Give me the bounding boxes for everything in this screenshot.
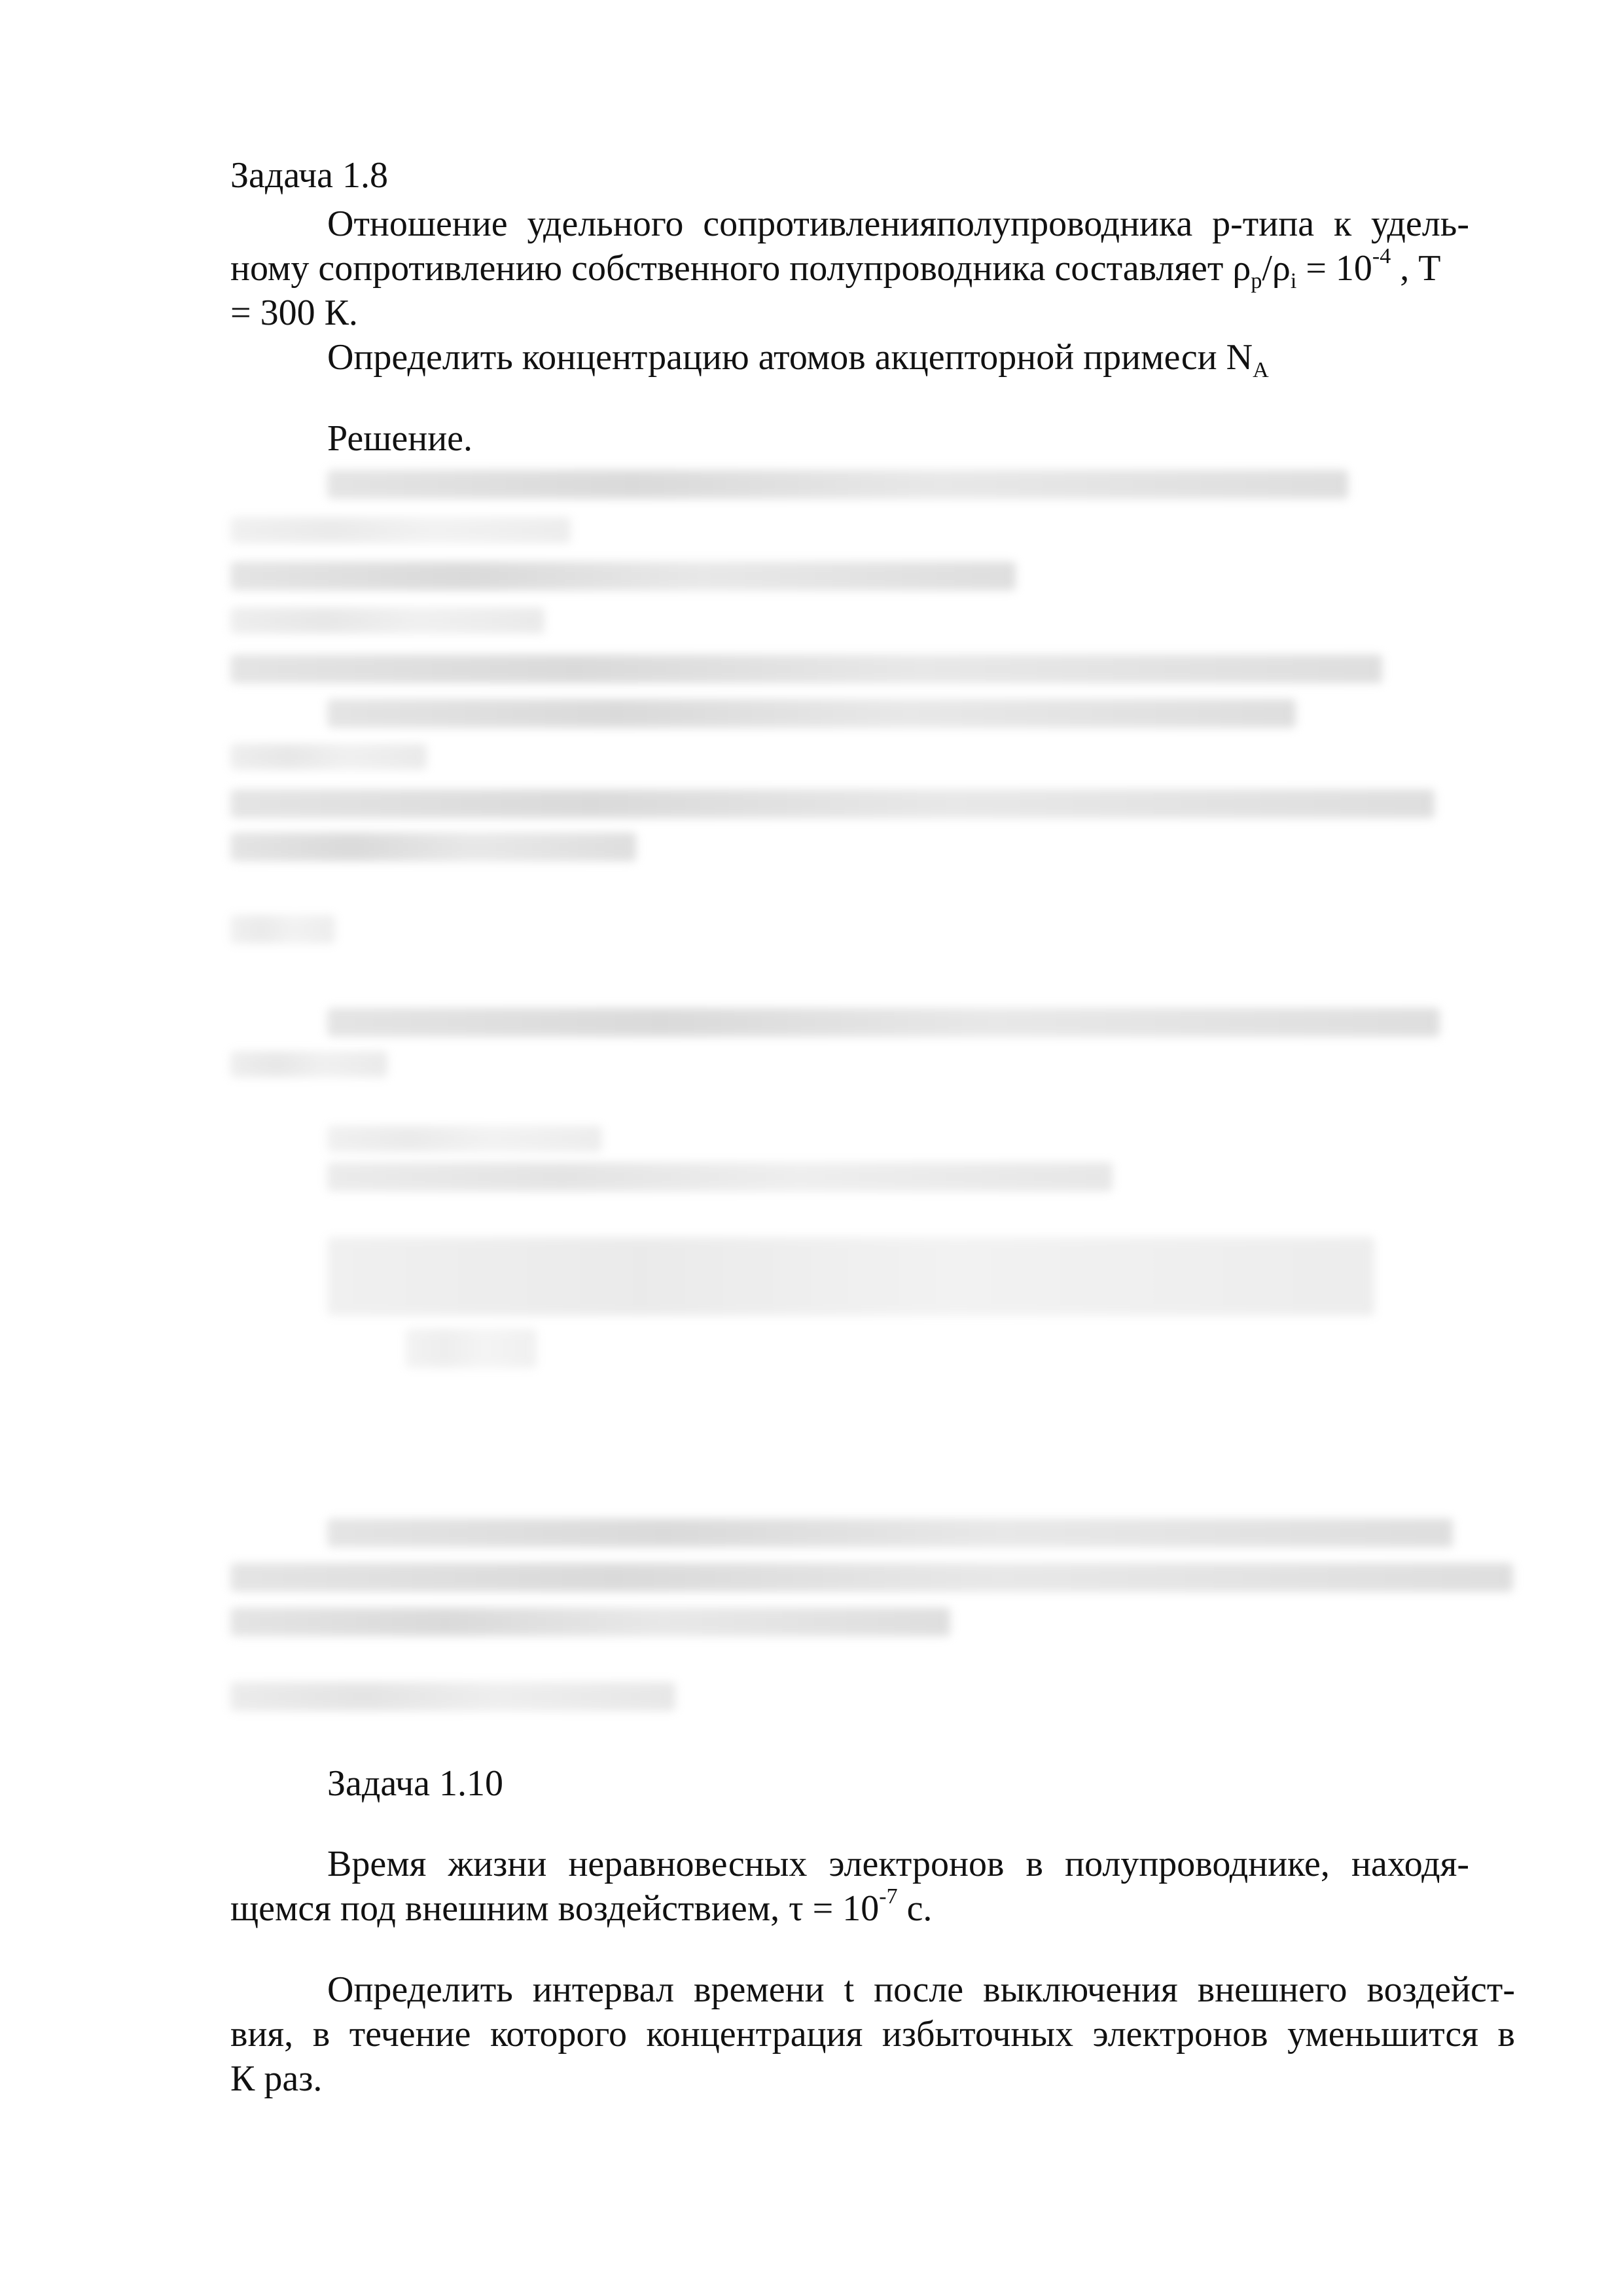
blurred-formula bbox=[406, 1329, 537, 1368]
blurred-line bbox=[230, 789, 1435, 818]
subscript-a: A bbox=[1253, 358, 1269, 382]
blurred-line bbox=[230, 562, 1016, 590]
rho-symbol: ρ bbox=[1272, 248, 1291, 289]
statement-text: ному сопротивлению собственного полупроводника составляет bbox=[230, 248, 1233, 289]
lifetime-text: щемся под внешним воздействием, τ = 10 bbox=[230, 1888, 880, 1929]
problem-1-8-title: Задача 1.8 bbox=[230, 155, 389, 196]
blurred-line bbox=[327, 470, 1348, 499]
task-text: Определить концентрацию атомов акцепторной примеси N bbox=[327, 337, 1253, 378]
exponent: -4 bbox=[1372, 244, 1391, 268]
subscript-p: p bbox=[1251, 269, 1262, 293]
blurred-line bbox=[230, 915, 335, 944]
problem-1-10-paragraph-2-line-3: К раз. bbox=[230, 2058, 323, 2099]
temperature-label: , Т bbox=[1391, 248, 1441, 289]
rho-symbol: ρ bbox=[1232, 248, 1251, 289]
blurred-line bbox=[230, 833, 636, 861]
problem-1-8-task bbox=[327, 337, 1269, 382]
blurred-line bbox=[230, 744, 427, 770]
problem-1-10-paragraph-1-line-1: Время жизни неравновесных электронов в полупроводнике, находя- bbox=[327, 1844, 1469, 1884]
blurred-line bbox=[230, 655, 1382, 683]
problem-1-8-statement-line-2 bbox=[230, 244, 1441, 293]
problem-1-8-statement-line-1: Отношение удельного сопротивленияполупроводника р-типа к удель- bbox=[327, 204, 1469, 244]
blurred-formula bbox=[327, 1237, 1374, 1316]
problem-1-8-statement-line-3: = 300 К. bbox=[230, 293, 358, 333]
blurred-line bbox=[230, 1563, 1513, 1592]
blurred-line bbox=[230, 1051, 387, 1077]
blurred-line bbox=[327, 699, 1296, 728]
blurred-line bbox=[327, 1008, 1440, 1037]
subscript-i: i bbox=[1290, 269, 1297, 293]
blurred-line bbox=[230, 517, 571, 543]
problem-1-10-paragraph-2-line-1: Определить интервал времени t после выключения внешнего воздейст- bbox=[327, 1969, 1515, 2010]
equals-ten: = 10 bbox=[1296, 248, 1372, 289]
solution-title: Решение. bbox=[327, 418, 473, 459]
problem-1-10-title: Задача 1.10 bbox=[327, 1763, 504, 1804]
blurred-line bbox=[327, 1518, 1453, 1547]
blurred-line bbox=[230, 607, 544, 634]
blurred-formula bbox=[327, 1126, 602, 1152]
unit-seconds: с. bbox=[897, 1888, 933, 1929]
problem-1-10-paragraph-1-line-2 bbox=[230, 1884, 933, 1929]
blurred-line bbox=[230, 1607, 950, 1636]
blurred-formula bbox=[327, 1162, 1113, 1191]
slash: / bbox=[1262, 248, 1272, 289]
exponent: -7 bbox=[879, 1884, 898, 1909]
problem-1-10-paragraph-2-line-2: вия, в течение которого концентрация избыточных электронов уменьшится в bbox=[230, 2014, 1515, 2054]
blurred-line bbox=[230, 1682, 675, 1711]
